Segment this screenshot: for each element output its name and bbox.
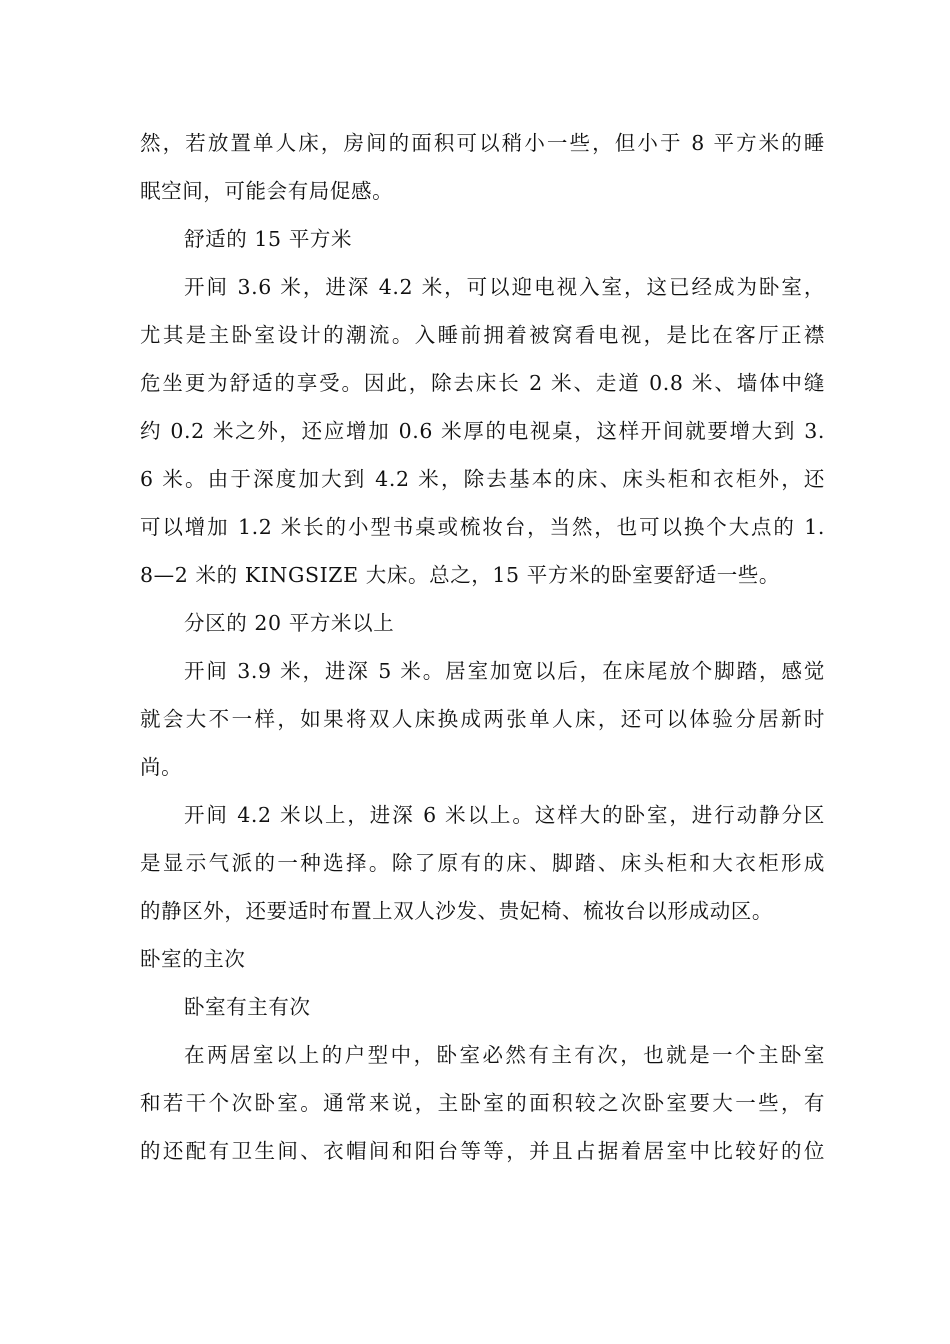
subheading-primary-secondary: 卧室有主有次 <box>184 995 311 1019</box>
body-line-6: 危坐更为舒适的享受。因此，除去床长 2 米、走道 0.8 米、墙体中缝 <box>140 371 825 395</box>
body-line-12: 开间 3.9 米，进深 5 米。居室加宽以后，在床尾放个脚踏，感觉 <box>184 659 825 683</box>
body-line-7: 约 0.2 米之外，还应增加 0.6 米厚的电视桌，这样开间就要增大到 3. <box>140 419 825 443</box>
body-line-10: 8—2 米的 KINGSIZE 大床。总之，15 平方米的卧室要舒适一些。 <box>140 563 781 587</box>
body-line-2: 眠空间，可能会有局促感。 <box>140 179 394 203</box>
body-line-16: 是显示气派的一种选择。除了原有的床、脚踏、床头柜和大衣柜形成 <box>140 851 825 875</box>
body-line-14: 尚。 <box>140 755 183 779</box>
section-heading-zoned-20: 分区的 20 平方米以上 <box>184 611 395 635</box>
body-line-1: 然，若放置单人床，房间的面积可以稍小一些，但小于 8 平方米的睡 <box>140 131 825 155</box>
section-heading-bedroom-priority: 卧室的主次 <box>140 947 246 971</box>
document-body <box>140 119 825 1175</box>
body-line-17: 的静区外，还要适时布置上双人沙发、贵妃椅、梳妆台以形成动区。 <box>140 899 773 923</box>
body-line-5: 尤其是主卧室设计的潮流。入睡前拥着被窝看电视，是比在客厅正襟 <box>140 323 825 347</box>
body-line-8: 6 米。由于深度加大到 4.2 米，除去基本的床、床头柜和衣柜外，还 <box>140 467 825 491</box>
body-line-22: 的还配有卫生间、衣帽间和阳台等等，并且占据着居室中比较好的位 <box>140 1139 825 1163</box>
section-heading-comfortable-15: 舒适的 15 平方米 <box>184 227 353 251</box>
body-line-4: 开间 3.6 米，进深 4.2 米，可以迎电视入室，这已经成为卧室， <box>184 275 825 299</box>
body-line-20: 在两居室以上的户型中，卧室必然有主有次，也就是一个主卧室 <box>184 1043 825 1067</box>
body-line-15: 开间 4.2 米以上，进深 6 米以上。这样大的卧室，进行动静分区 <box>184 803 825 827</box>
body-line-9: 可以增加 1.2 米长的小型书桌或梳妆台，当然，也可以换个大点的 1. <box>140 515 825 539</box>
body-line-13: 就会大不一样，如果将双人床换成两张单人床，还可以体验分居新时 <box>140 707 825 731</box>
body-line-21: 和若干个次卧室。通常来说，主卧室的面积较之次卧室要大一些，有 <box>140 1091 825 1115</box>
